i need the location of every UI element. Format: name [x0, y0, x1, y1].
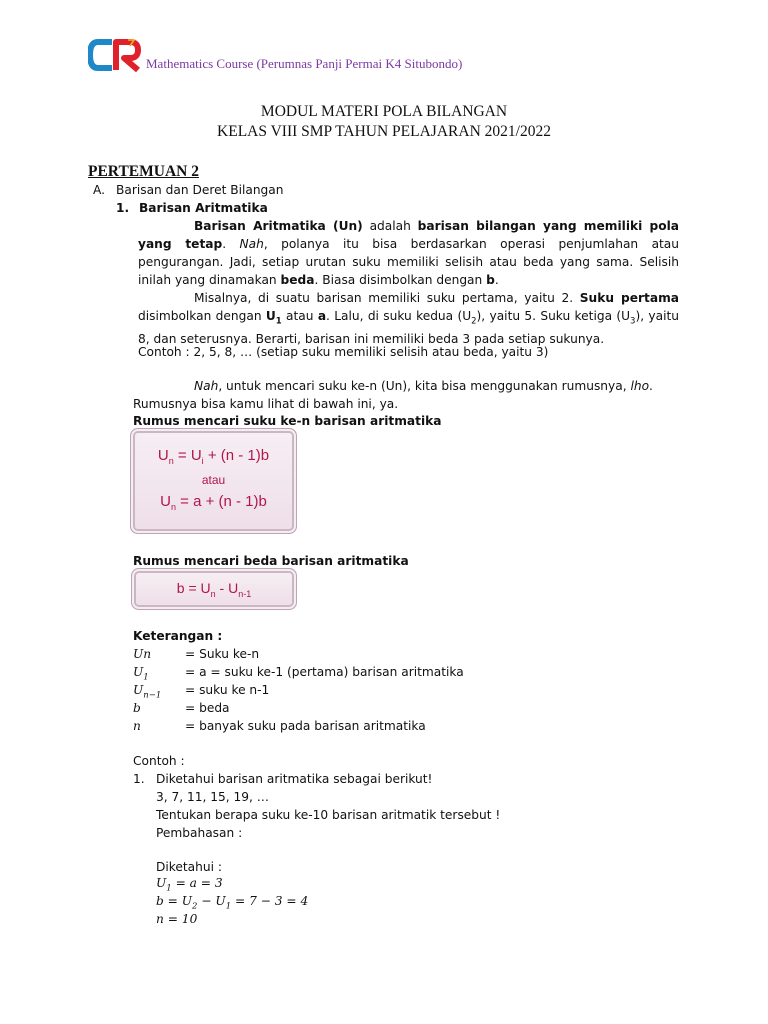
text-span: = a + (n - 1)b	[175, 493, 267, 510]
text-span: U	[160, 493, 171, 510]
formula2-heading: Rumus mencari beda barisan aritmatika	[133, 554, 409, 568]
subscript: 1	[166, 883, 172, 894]
subscript: n−1	[143, 690, 162, 701]
text-span: disimbolkan dengan	[138, 309, 266, 323]
subscript: n	[168, 456, 174, 466]
equation-n: n = 10	[156, 912, 198, 926]
text-span: lho	[630, 379, 650, 393]
keterangan-symbol: n	[133, 719, 141, 733]
formula2-box	[136, 573, 292, 605]
subscript: 1	[225, 901, 232, 912]
term-barisan-aritmatika: Barisan Aritmatika (Un)	[194, 219, 363, 233]
text-span: U	[265, 309, 276, 323]
term-beda: beda	[280, 273, 315, 287]
subscript: n-1	[238, 588, 252, 599]
text-span: adalah	[362, 219, 418, 233]
subsection-a-marker: A.	[93, 183, 105, 197]
text-span: U	[156, 876, 167, 890]
term-pola-tetap: barisan bilangan yang memiliki pola yang tetap	[138, 219, 679, 251]
keterangan-value: = Suku ke-n	[185, 647, 260, 661]
term-suku-pertama: Suku pertama	[579, 291, 680, 305]
term-a: a	[317, 309, 327, 323]
equation-u1	[156, 876, 223, 893]
cr-logo-icon	[88, 38, 142, 72]
formula1-box	[135, 433, 292, 529]
text-span: b = U	[156, 894, 193, 908]
subsection-1-label: Barisan Aritmatika	[139, 201, 268, 215]
text-span: . Rumusnya bisa kamu lihat di bawah ini, ya.	[133, 379, 653, 411]
text-span: . Lalu, di suku kedua (U	[326, 309, 472, 323]
subsection-a-label: Barisan dan Deret Bilangan	[116, 183, 284, 197]
text-span: Nah	[239, 237, 264, 251]
text-span: = U	[173, 447, 202, 464]
paragraph-definition	[138, 217, 679, 289]
text-span: U	[133, 665, 144, 679]
contoh-sequence-line: Contoh : 2, 5, 8, … (setiap suku memiliki selisih atau beda, yaitu 3)	[138, 345, 549, 359]
keterangan-symbol: b	[133, 701, 141, 715]
formula1-line3	[135, 493, 292, 512]
contoh-sequence: 3, 7, 11, 15, 19, …	[156, 790, 269, 804]
text-span: .	[494, 273, 499, 287]
text-span: U	[133, 683, 144, 697]
keterangan-value: = beda	[185, 701, 230, 715]
contoh-heading: Contoh :	[133, 754, 185, 768]
subscript: 1	[275, 316, 282, 327]
text-span: - U	[215, 580, 239, 596]
formula1-atau: atau	[201, 473, 226, 487]
diketahui-label: Diketahui :	[156, 860, 222, 874]
formula1-line1	[135, 447, 292, 466]
subscript: 2	[192, 901, 198, 912]
text-span: , untuk mencari suku ke-n (Un), kita bisa menggunakan rumusnya,	[218, 379, 631, 393]
text-span: − U	[197, 894, 226, 908]
text-span: , polanya itu bisa berdasarkan operasi penjumlahan atau pengurangan. Jadi, setiap urutan suku memiliki selisih atau beda yang sama. Selisih inilah yang dinamakan	[138, 237, 680, 287]
header-text: Mathematics Course (Perumnas Panji Permai K4 Situbondo)	[146, 56, 463, 71]
text-span: ), yaitu 8, dan seterusnya. Berarti, barisan ini memiliki beda 3 pada setiap sukunya.	[138, 309, 679, 347]
contoh-item-marker: 1.	[133, 772, 145, 786]
text-span: = 7 − 3 = 4	[231, 894, 309, 908]
text-span: Nah	[194, 379, 219, 393]
subscript: n	[170, 502, 176, 512]
contoh-item-text: Diketahui barisan aritmatika sebagai berikut!	[156, 772, 433, 786]
keterangan-value: = suku ke n-1	[185, 683, 270, 697]
text-span: b = U	[176, 580, 211, 596]
text-span: + (n - 1)b	[203, 447, 270, 464]
subscript: n	[210, 588, 216, 599]
text-span: atau	[281, 309, 318, 323]
text-span: U	[157, 447, 169, 464]
keterangan-symbol: Un	[133, 647, 152, 661]
document-title-line2: KELAS VIII SMP TAHUN PELAJARAN 2021/2022	[217, 123, 551, 140]
subsection-1-marker: 1.	[116, 201, 130, 215]
term-u1	[265, 309, 282, 327]
text-span: .	[222, 237, 240, 251]
text-span: . Biasa disimbolkan dengan	[314, 273, 487, 287]
text-span: ), yaitu 5. Suku ketiga (U	[476, 309, 631, 323]
section-heading: PERTEMUAN 2	[88, 163, 199, 180]
contoh-pembahasan: Pembahasan :	[156, 826, 243, 840]
keterangan-heading: Keterangan :	[133, 629, 223, 643]
formula2-line	[136, 580, 292, 599]
subscript: 3	[630, 316, 636, 327]
subscript: 2	[471, 316, 477, 327]
keterangan-value: = a = suku ke-1 (pertama) barisan aritmatika	[185, 665, 464, 679]
keterangan-value: = banyak suku pada barisan aritmatika	[185, 719, 426, 733]
text-span: Misalnya, di suatu barisan memiliki suku pertama, yaitu 2.	[194, 291, 580, 305]
subscript: i	[201, 456, 204, 466]
text-span: = a = 3	[171, 876, 223, 890]
document-title-line1: MODUL MATERI POLA BILANGAN	[260, 103, 508, 120]
paragraph-example	[138, 289, 679, 348]
paragraph-formula-intro	[133, 377, 679, 413]
subscript: 1	[143, 672, 149, 683]
term-b: b	[486, 273, 495, 287]
equation-b	[156, 894, 308, 911]
formula1-heading: Rumus mencari suku ke-n barisan aritmatika	[133, 414, 442, 428]
contoh-question: Tentukan berapa suku ke-10 barisan aritmatik tersebut !	[156, 808, 501, 822]
